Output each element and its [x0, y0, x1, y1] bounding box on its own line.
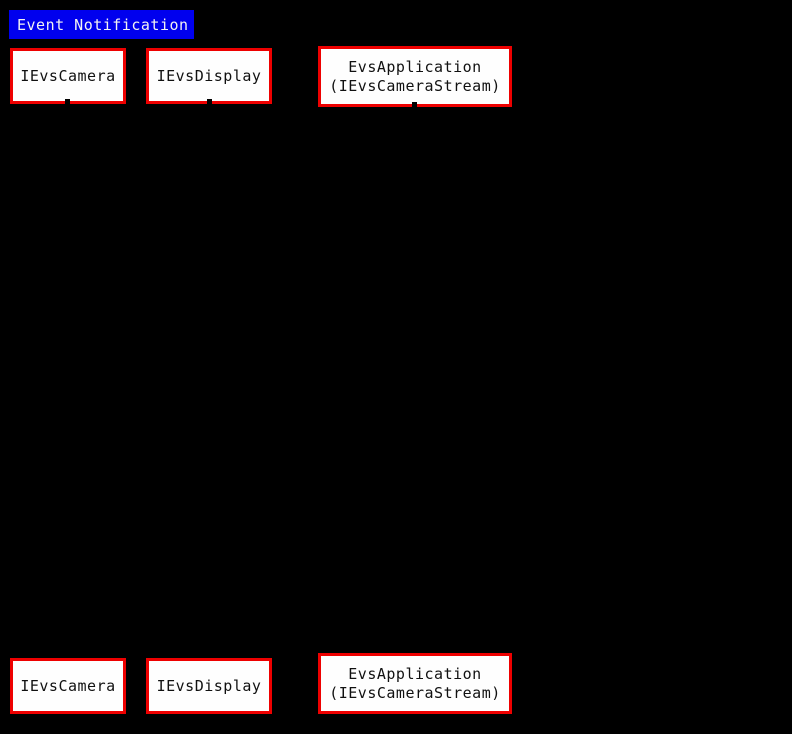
participant-label: IEvsCamera	[20, 66, 116, 85]
participant-sublabel: (IEvsCameraStream)	[329, 76, 501, 95]
participant-sublabel: (IEvsCameraStream)	[329, 683, 501, 702]
participant-ievscamera-bottom	[10, 658, 126, 714]
participant-label: EvsApplication	[348, 664, 482, 683]
participant-label: EvsApplication	[348, 57, 482, 76]
lifeline-stub	[65, 99, 70, 109]
participant-evsapplication-bottom	[318, 653, 512, 714]
participant-label: IEvsDisplay	[156, 676, 262, 695]
lifeline-stub	[412, 102, 417, 112]
participant-label: IEvsDisplay	[156, 66, 262, 85]
participant-ievsdisplay-top	[146, 48, 272, 104]
participant-label: IEvsCamera	[20, 676, 116, 695]
lifeline-stub	[207, 99, 212, 109]
participant-ievsdisplay-bottom	[146, 658, 272, 714]
participant-evsapplication-top	[318, 46, 512, 107]
participant-ievscamera-top	[10, 48, 126, 104]
diagram-title: Event Notification	[9, 10, 194, 39]
